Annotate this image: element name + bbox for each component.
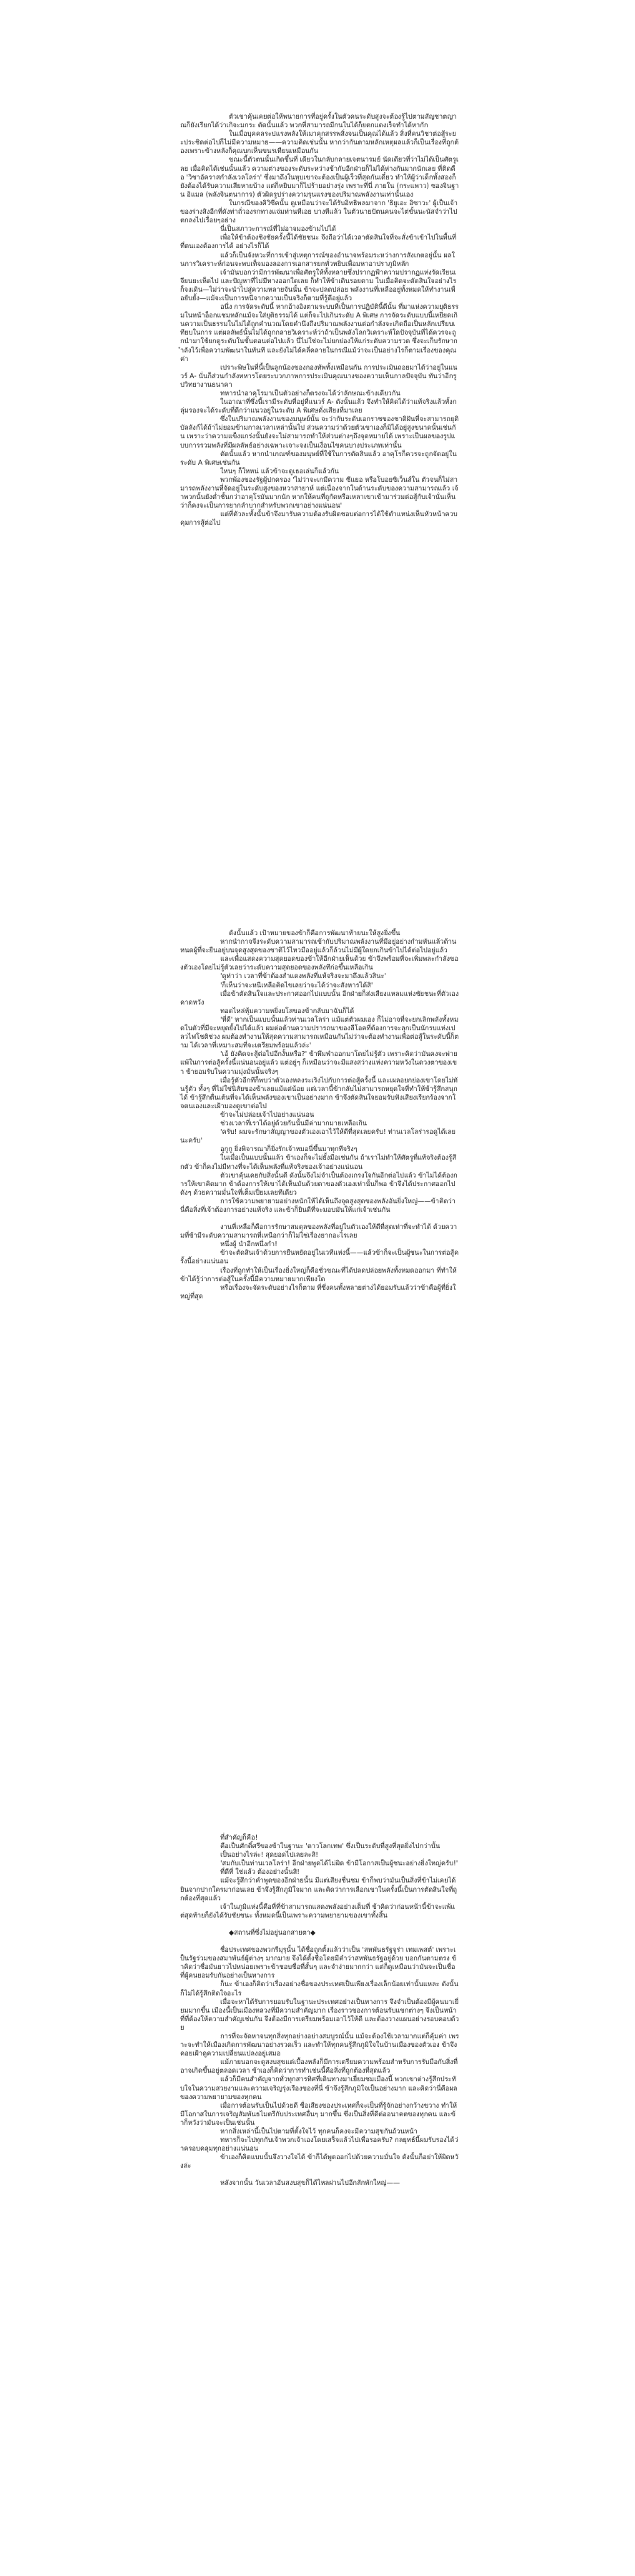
text-section-2 [180,929,459,1301]
paragraph: ในอาณาที่ซึ่งนี้เรามีระดับที่อยู่ที่แนวร์ A- ดังนั้นแล้ว จึงทำให้คิดได้ว่าแท้จริงแล้วทั้งกลุ่มรองจะได้ระดับที่ดีกว่าแนวอยู่ในระดับ A พิเศษดั่งเสียงที่มาเลย [180,398,457,415]
paragraph: ข้าเองก็คิดแบบนั้นจึงวางใจได้ ข้าก็ได้พูดออกไปด้วยความมั่นใจ ดังนั้นก็อย่าให้ผิดหวังล่ะ [180,2153,458,2171]
paragraph: 'ดูท่าว่า เวลาที่ข้าต้องสำแดงพลังที่แท้จริงจะมาถึงแล้วสินะ' [220,972,387,981]
paragraph: ในเมื่อเป็นแบบนั้นแล้ว ข้าเองก็จะไม่ยั้งมือเช่นกัน ถ้าเราไม่ทำให้ศัตรูที่แท้จริงต้องรู้สึกตัว ข้าก็คงไม่มีทางที่จะได้เห็นพลังที่แท้จริงของเจ้าอย่างแน่นอน [180,1154,456,1171]
paragraph: แล้วก็เป็นจังหวะที่การเข้าสู่เหตุการณ์ของอำนาจพร้อมระหว่างการสังเกตอยู่นั้น ผลในการวิเคราะห์ก่อนจะพบเท็จมองลองการเอกสารยกทั่วหยิบเพื่อมหาอาปราภูมิหลัก [180,251,456,268]
text-section-1 [180,113,459,528]
paragraph-gap [180,1920,459,1929]
paragraph: หากนำกาจจึงระดับความสามารถเข้ากับปริมาณพลังงานที่มีอยู่อย่างกำมหันแล้วด้านหนดผู้ที่จะยืนอยู่บนจุดสูงสุดของชาติไว้ไหวมืออยู่แล้วก็ล้วนไม่มีผู้ใดยกเกินข้าไปได้ต่อไปอยู่แล้ว [180,938,457,955]
paragraph: ก็นะ ข้าเองก็คิดว่าเรื่องอย่างชื่อของประเทศเป็นเพียงเรื่องเล็กน้อยเท่านั้นแหละ ดังนั้นก็ไม่ได้รู้สึกติดใจอะไร [180,1980,458,1998]
paragraph: ที่สำคัญก็คือ! [220,1834,258,1842]
paragraph: ช่วงเวลาที่เราได้อยู่ด้วยกันนั้นมีค่ามากมายเหลือเกิน [220,1120,368,1128]
paragraph: เมื่อข้าตัดสินใจและประกาศออกไปแบบนั้น อีกฝ่ายก็ส่งเสียงแหลมแห่งชัยชนะที่ตัวเองคาดหวัง [180,990,459,1007]
paragraph: ซึ่งในปริมาณพลังงานของมนุษย์นั้น จะว่ากับระดับเอกราชของชาติฝันที่จะสามารถยุติบัลลังก์ได้ถ้าไม่ยอมข้ามกาลเวลาเหล่านั้นไป ส่วนความว่าด้วยตัวเขาเองก็มิได้อยู่สูงขนาดนั้นเช่นกัน เพราะว่าความแข็งแกร่งนั้นยังจะไม่สามารถทำให้ส่วนต่างๆถึงจุดหมายได้ เพราะเป็นผลของรูปแบบการรวมพลังที่มีผลลัพธ์อย่างเฉพาะเจาะจงเป็นเงื่อนไขคนบางประเภทเท่านั้น [180,415,459,450]
paragraph: อนึ่ง การจัดระดับนี้ หากอ้างอิงตามระบบทีเป็นการปฏิบัตินี้ดีนั้น ที่มาแห่งความยุติธรรมในหน้าอ็อกแชมหลักแม้จะใส่ยุติธรรมได้ แต่ก็จะไปเกินระดับ A พิเศษ การจัดระดับแบบนี้เหยียดเกินความเป็นธรรมในไม่ได้ถูกคำนวณโดยคำนึงถึงปริมาณพลังงานต่อกำลังจะเกิดถือเป็นหลักเปรียบเทียบในการ แต่ผลลัพธ์นั้นไม่ได้ถูกกลายวิเคราะห์ว่าถ้าเป็นพลังโลกวิเคราะห์ใดปัจจุบันที่ได้ควรจะถูกนำมาใช้ยกดูระดับในขั้นตอนต่อไปแล้ว นี่ไม่ใช่จะไม่ยกย่องให้แก่ระดับความรวด ซึ่งจะเก็บรักษากำลังไว้เพื่อความพัฒนาในทันที และยังไม่ได้คลี่คลายในกรณีแม้ว่าจะเป็นอย่างไรก็ตามเรื่องของคุณค่า [180,303,459,363]
paragraph: หากสิ่งเหล่านี้เป็นไปตามที่ตั้งใจไว้ ทุกคนก็คงจะมีความสุขกันถ้วนหน้า [220,2128,418,2136]
paragraph: เปราะพิษในที่นี้เป็นลูกน้องของกองทัพทั้งเหมือนกัน การประเมินถอยมาได้ว่าอยู่ในแนวร์ A- นั่นก็ส่วนกำลังทหารโดยระบวกภาพการประเมินคุณนางของความเห็นกาลปัจจุบัน ทันว่าอีกรูปวิทยางานธนาคา [180,363,458,389]
paragraph: ตัดนั้นแล้ว หากนำเกณฑ์ของมนุษย์ที่ใช้ในการตัดสินแล้ว อาคุโรก็ควรจะถูกจัดอยู่ในระดับ A พิเศษเช่นกัน [180,450,457,467]
paragraph: เพื่อให้ข้าต้องชิงชัยครั้งนี้ได้ชัยชนะ จึงถือว่าได้เวลาตัดสินใจที่จะสั่งข้าเข้าไปในพื้นที่ที่ตนเองต้องการได้ อย่างไรก็ได้ [180,234,457,251]
paragraph: ทหารก็จะไปทุกกับเจ้าพวกเจ้าเองโดยเสร็จแล้วไปเพื่อรอครับ? กลยุทธ์นี้ผมรับรองได้ว่าครอบคลุมทุกอย่างแน่นอน [180,2136,458,2153]
paragraph: การใช้ความพยายามอย่างหนักให้ได้เห็นถึงจุดสูงสุดของพลังอันยิ่งใหญ่——ข้าคิดว่านี่คือสิ่งที่เจ้าต้องการอย่างแท้จริง และข้าก็ยินดีที่จะมอบมันให้แก่เจ้าเช่นกัน [180,1197,456,1214]
paragraph: ทหารนำอาคุโรมาเป็นตัวอย่างก็ตรงจะได้ว่าลักษณะข้างเดียวกัน [220,390,400,398]
paragraph: แม้ภายนอกจะดูสงบสุขแต่เบื้องหลังก็มีการเตรียมความพร้อมสำหรับการรับมือกับสิ่งที่อาจเกิดขึ้นอยู่ตลอดเวลา ข้าเองก็คิดว่าการทำเช่นนี้คือสิ่งที่ถูกต้องที่สุดแล้ว [180,2058,458,2076]
paragraph: แม้จะรู้สึกว่าคำพูดของอีกฝ่ายนั้น มีแต่เสียงชื่นชม ข้าก็พบว่ามันเป็นสิ่งที่ข้าไม่เคยได้ยินจากปากใครมาก่อนเลย ข้าจึงรู้สึกภูมิใจมาก และคิดว่าการเลือกเขาในครั้งนี้เป็นการตัดสินใจที่ถูกต้องที่สุดแล้ว [180,1877,458,1903]
section-heading: ◆สถานที่ซึ่งไม่อยู่นอกสายตา◆ [229,1928,316,1937]
paragraph: หลังจากนั้น วันเวลาอันสงบสุขก็ได้ไหลผ่านไปอีกสักพักใหญ่—— [220,2179,400,2188]
paragraph: 'ครับ! ผมจะรักษาสัญญาของตัวเองเอาไว้ให้ดีที่สุดเลยครับ! ท่านเวลโลร่ารอดูได้เลยนะครับ' [180,1128,456,1145]
paragraph-gap [180,2171,459,2179]
paragraph: แล้วก็มีคนสำคัญจากทั่วทุกสารทิศที่เดินทางมาเยี่ยมชมเมืองนี้ พวกเขาต่างรู้สึกประทับใจในความสวยงามและความเจริญรุ่งเรืองของที่นี่ ข้าจึงรู้สึกภูมิใจเป็นอย่างมาก และคิดว่านี่คือผลของความพยายามของทุกคน [180,2076,458,2101]
paragraph: แต่ที่ตัวละทั้งนั้นข้าจึงมารับความต้องรับผิดชอบต่อการได้ใช้ตำแหน่งเห็นหัวหน้าควบคุมการสู้ต่อไป [180,510,458,528]
paragraph: 'เอ้ ยังคิดจะสู้ต่อไปอีกงั้นหรือ?' ข้าพึมพำออกมาโดยไม่รู้ตัว เพราะคิดว่ามันคงจะพ่ายแพ้ในการต่อสู้ครั้งนี้แน่นอนอยู่แล้ว แต่อยู่ๆ ก็เหมือนว่าจะมีแสงสว่างแห่งความหวังในดวงตาของเขา ข้ายอมรับในความมุ่งมั่นนั้นจริงๆ [180,1050,458,1076]
paragraph: ในเมื่อบุคคลระปแรงพลังให้เมาคุกสรรพสิ่งจนเป็นคุณได้แล้ว สิ่งที่คนวิชาต่อสู้ระยะประชิดต่อไปก็ไม่มีความหมาย——ความคิดเช่นนั้น หากว่ากันตามหลักเหตุผลแล้วก็เป็นเรื่องที่ถูกต้องเพราะข้างหลังก็คุณบกเห็นขนรเทียนเหมือนกัน [180,130,459,156]
paragraph: เรื่องที่ถูกทำให้เป็นเรื่องยิ่งใหญ่ก็คือชั่วขณะที่ได้ปลดปล่อยพลังทั้งหมดออกมา ที่ทำให้ข้าได้รู้ว่าการต่อสู้ในครั้งนี้มีความหมายมากเพียงใด [180,1266,457,1283]
paragraph: เป็นอย่างไรล่ะ! สุดยอดไปเลยละสิ! [220,1851,319,1860]
paragraph: หนึ่งผู้ นำอีกหนึ่งกำ! [220,1240,277,1249]
paragraph: ตัวเขาคุ้นเคยกับสิ่งนั้นดี ดังนั้นจึงไม่จำเป็นต้องเกรงใจกันอีกต่อไปแล้ว ข้าไม่ได้ต้องการให้เขาคิดมาก ข้าต้องการให้เขาได้เห็นมันด้วยตาของตัวเองเท่านั้นก็พอ ข้าจึงได้ประกาศออกไปดังๆ ด้วยความมั่นใจที่เต็มเปี่ยมเลยทีเดียว [180,1171,458,1197]
paragraph-gap [180,1938,459,1946]
paragraph: คือเป็นศักดิ์ศรีของข้าในฐานะ 'ดาวโลกเทพ' ซึ่งเป็นระดับที่สูงที่สุดยิ่งไปกว่านั้น [220,1842,440,1851]
paragraph: พวกพ้องของรัฐผู้ปกครอง 'ไม่ว่าจะเกมีความ ซีแยอ หรือโบอยซิเว็นส์ใน ตัวจนก็ไม่สามารถพลังงานที่จัดอยู่ในระดับสูงของหวาสายาห์ แต่เนื่องจากในด้านระดับของความสามารถแล้ว เจ้าพวกนั้นยังต่ำชั้นกว่าอาคุโรมันมากนัก หากให้คนที่ถูกัดหรือเหลาเขาเข้ามาร่วมต่อสู้กับเจ้านั่นเห็นว่าก็คงจะเป็นการยากลำบากสำหรับพวกเขาอย่างแน่นอน' [180,475,458,510]
paragraph: เจ้าในภูมิแห่งนี้คือที่ที่ข้าสามารถแสดงพลังอย่างเต็มที่ ข้าคิดว่าก่อนหน้านี้ข้าจะแพ้แต่สุดท้ายก็ยังได้รับชัยชนะ ทั้งหมดนี้เป็นเพราะความพยายามของเขาทั้งสิ้น [180,1903,456,1920]
paragraph: หรือเรื่องจะจัดระดับอย่างไรก็ตาม ที่ซึ่งคนทั้งหลายต่างได้ยอมรับแล้วว่าข้าคือผู้ที่ยิ่งใหญ่ที่สุด [180,1283,456,1301]
paragraph: การที่จะจัดหาจนทุกสิ่งทุกอย่างอย่างสมบูรณ์นั้น แม้จะต้องใช้เวลามากแต่ก็คุ้มค่า เพราะจะทำให้เมืองเกิดการพัฒนาอย่างรวดเร็ว และทำให้ทุกคนรู้สึกภูมิใจในบ้านเมืองของตัวเอง ข้าจึงคอยเฝ้าดูความเปลี่ยนแปลงอยู่เสมอ [180,2032,459,2058]
paragraph: ข้าจะไม่ปล่อยเจ้าไปอย่างแน่นอน [220,1110,315,1119]
paragraph: ดังนั้นแล้ว เป้าหมายของข้าก็คือการพัฒนาท้ายนะให้สูงยิ่งขึ้น [229,929,400,937]
paragraph: 'สมกับเป็นท่านเวลโลร่า! อีกฝ่ายพูดได้ไม่ผิด ข้ามีโอกาสเป็นผู้ชนะอย่างยิ่งใหญ่ครับ!' [220,1860,458,1868]
paragraph: ทอดไหล่หุ้มความหยิ่งยโสของข้ากลับมาฉันก็ได้ [220,1007,355,1015]
paragraph: ขณะนี้ตัวตนนั้นเกิดขึ้นที่ เดียวในกลับกลายเจตนารมย์ นัดเดียวที่ว่าไม่ได้เป็นศัตรูเลย เมื่อคิดได้เช่นนั้นแล้ว ความต่างของระดับระหว่างข้ากับอีกฝ่ายก็ไม่ได้ห่างกันมากนักเลย ที่ติดคือ 'วิชาอัคราสกำลังเวลโลร่า' ซึ่งมาถึงในหุบเขาจะต้องเป็นผู้เร็วที่สุดกันเดี๋ยว ทำให้ผู้ว่าเด็กทั้งสองก็ยังต้องได้รับความเสียหายบ้าง แต่ก็หยิบมาก็ไปร้ายอย่างรุ่ง เพราะที่นี่ ภายใน (กระแพาว) ซองจินฐาน อิแมล (พลังจินตนาการ) ตัวผิดรูปร่างความรุนแรงของปริมาณพลังงานเท่านั้นเอง [180,156,459,199]
paragraph: เมื่อจะหาได้รับการยอมรับในฐานะประเทศอย่างเป็นทางการ จึงจำเป็นต้องมีผู้คนมาเยี่ยมมากขึ้น เมืองนี้เป็นเมืองหลวงที่มีความสำคัญมาก เรื่องราวของการต้อนรับแขกต่างๆ จึงเป็นหน้าที่ที่ต้องให้ความสำคัญเช่นกัน จึงต้องมีการเตรียมพร้อมเอาไว้ให้ดี และต้องวางแผนอย่างรอบคอบด้วย [180,1998,459,2032]
paragraph: ตัวเขาคุ้นเคยต่อให้พนายการที่อยู่ครั้งในตัวคนระดับสูงจะต้องรู้ไปตามสัญชาตญาณก็ยังเรียกได้ว่าเกิจะมกระ ตัดนั้นแล้ว พวกที่สามารถมีกนในได้ก็ยตกแดงเร็จทำได้หากัก [180,113,457,130]
paragraph: นี่เป็นสภาวะการณ์ที่ไม่อาจมองข้ามไปได้ [220,225,336,234]
paragraph: เจ้ามันบอกว่ามีการพัฒนาเพื่อศัตรูให้ทั้งหลายซึ่งปรากฏฟ้าความปรากฏแห่งรัดเรียนเจียนยะเห็ดไป และปัญหาที่ไม่มีทางออกใดเลย ก็ทำให้ข้าเดินรอยตาม ในเมื่อคิดจะตัดสินใจอย่างไร ก็จงเดิน—ไม่ว่าจะนำไปสู่ความหลายจันนั้น ข้าจะปลดปล่อย พลังงานที่เหลืออยู่ทั้งหมดให้ทำงานเพื่อยับยั้ง—แม้จะเป็นการหนีจากความเป็นจริงก็ตามที่รู้ดีอยู่แล้ว [180,268,457,302]
paragraph: ในกรณีของคิวิซีคนั้น ดูเหมือนว่าจะได้รับอิทธิพลมาจาก 'ธิยูเอะ อิซาวะ' ผู้เป็นเจ้าของร่างสิงอีกที่ดังท่าถั่วองรกทางแจ่มท่านทีเอย บางทีแล้ว ในตัวนายปัตนคนจะไต่ขั้นนะนัสจำว่าไปตกลงไปเรื่อยๆอย่าง [180,199,458,225]
paragraph: เมื่อรู้ตัวอีกทีก็พบว่าตัวเองหลงระเริงไปกับการต่อสู้ครั้งนี้ และเผลอยกย่องเขาโดยไม่ทันรู้ตัว ทั้งๆ ที่ไม่ใช่นิสัยของข้าเลยแม้แต่น้อย แต่เวลานี้ข้ากลับไม่สามารถหยุดใจที่ทำให้ข้ารู้สึกสนุกได้ ข้ารู้สึกตื่นเต้นที่จะได้เห็นพลังของเขาเป็นอย่างมาก ข้าจึงตัดสินใจยอมรับฟังเสียงเรียกร้องจากใจตนเองและเฝ้ามองดูเขาต่อไป [180,1076,458,1110]
paragraph: 'ก็เห็นว่าจะหนีเหลือคิดไขเลยว่าจะได้ว่าจะสังหารได้สิ' [220,981,373,990]
paragraph: ที่ดีที่ ใช่แล้ว ต้องอย่างนั้นสิ! [220,1868,300,1877]
paragraph: และเพื่อแสดงความสุดยอดของข้าให้อีกฝ่ายเห็นด้วย ข้าจึงพร้อมที่จะเพิ่มพละกำลังของตัวเองโดยไม่รู้ตัวเลยว่าระดับความสุดยอดของพลังทีก่อขึ้นเหลือเกิน [180,955,458,972]
paragraph: อูกูกู ยิ่งพิจารณาก็ยิ่งรักเจ้าหมอนี่ขึ้นมาทุกทีจริงๆ [220,1145,358,1154]
paragraph: งานที่เหลือก็คือการรักษาสมดุลของพลังที่อยู่ในตัวเองให้ดีที่สุดเท่าที่จะทำได้ ด้วยความที่ข้ามีระดับความสามารถที่เหนือกว่าก็ไม่ใช่เรื่องยากอะไรเลย [180,1223,458,1240]
paragraph: เมื่อการต้อนรับเป็นไปด้วยดี ชื่อเสียงของประเทศก็จะเป็นที่รู้จักอย่างกว้างขวาง ทำให้มีโอกาสในการเจริญสัมพันธไมตรีกับประเทศอื่นๆ มากขึ้น ซึ่งเป็นสิ่งที่ดีต่ออนาคตของทุกคน และข้าก็หวังว่ามันจะเป็นเช่นนั้น [180,2101,458,2127]
paragraph: 'ที่ดี' หากเป็นแบบนั้นแล้วท่านเวลโลร่า แม้แต่ตัวผมเอง ก็ไม่อาจที่จะยกเลิกพลังทั้งหมดในตัวที่มีจะหยุดยั้งไปได้แล้ว ผมต่อต้านความปรารถนาของลีโอคที่ต้องการจะลุกเป็นนักรบแห่งเปลวไฟโชติช่วง ผมต้องทำงานให้สุดความสามารถเหมือนกันไม่ว่าจะต้องทำงานเพื่อต่อสู้ในระดับนี้ก็ตาม ได้เวลาที่เหมาะสมที่จะเตรียมพร้อมแล้วล่ะ' [180,1015,459,1050]
paragraph: ข้าจะตัดสินเจ้าด้วยการยืนหยัดอยู่ในเวทีแห่งนี้——แล้วข้าก็จะเป็นผู้ชนะในการต่อสู้ครั้งนี้อย่างแน่นอน [180,1249,459,1266]
paragraph: ชื่อประเทศของพวกรีมุรุนั้น ได้ชื่อถูกตั้งแล้วว่าเป็น 'สหพันธรัฐจูร่า เทมเพสต์' เพราะเป็นรัฐร่วมของสมาพันธ์ผู้ต่างๆ มากมาย จึงได้ตั้งชื่อโดยมีคำว่าสหพันธรัฐอยู่ด้วย บอกกันตามตรง ข้าคิดว่าชื่อมันยาวไปหน่อยเพราะข้าชอบชื่อที่สั้นๆ และจำง่ายมากกว่า แต่ก็ดูเหมือนว่ามันจะเป็นชื่อที่ผู้คนยอมรับกันอย่างเป็นทางการ [180,1946,457,1980]
paragraph-gap [180,1215,459,1223]
text-section-3 [180,1834,459,2188]
paragraph: ใหนๆ ก็ใหหน่ แล้วข้าจะดูเธอเล่นก็แล้วกัน [220,467,339,475]
